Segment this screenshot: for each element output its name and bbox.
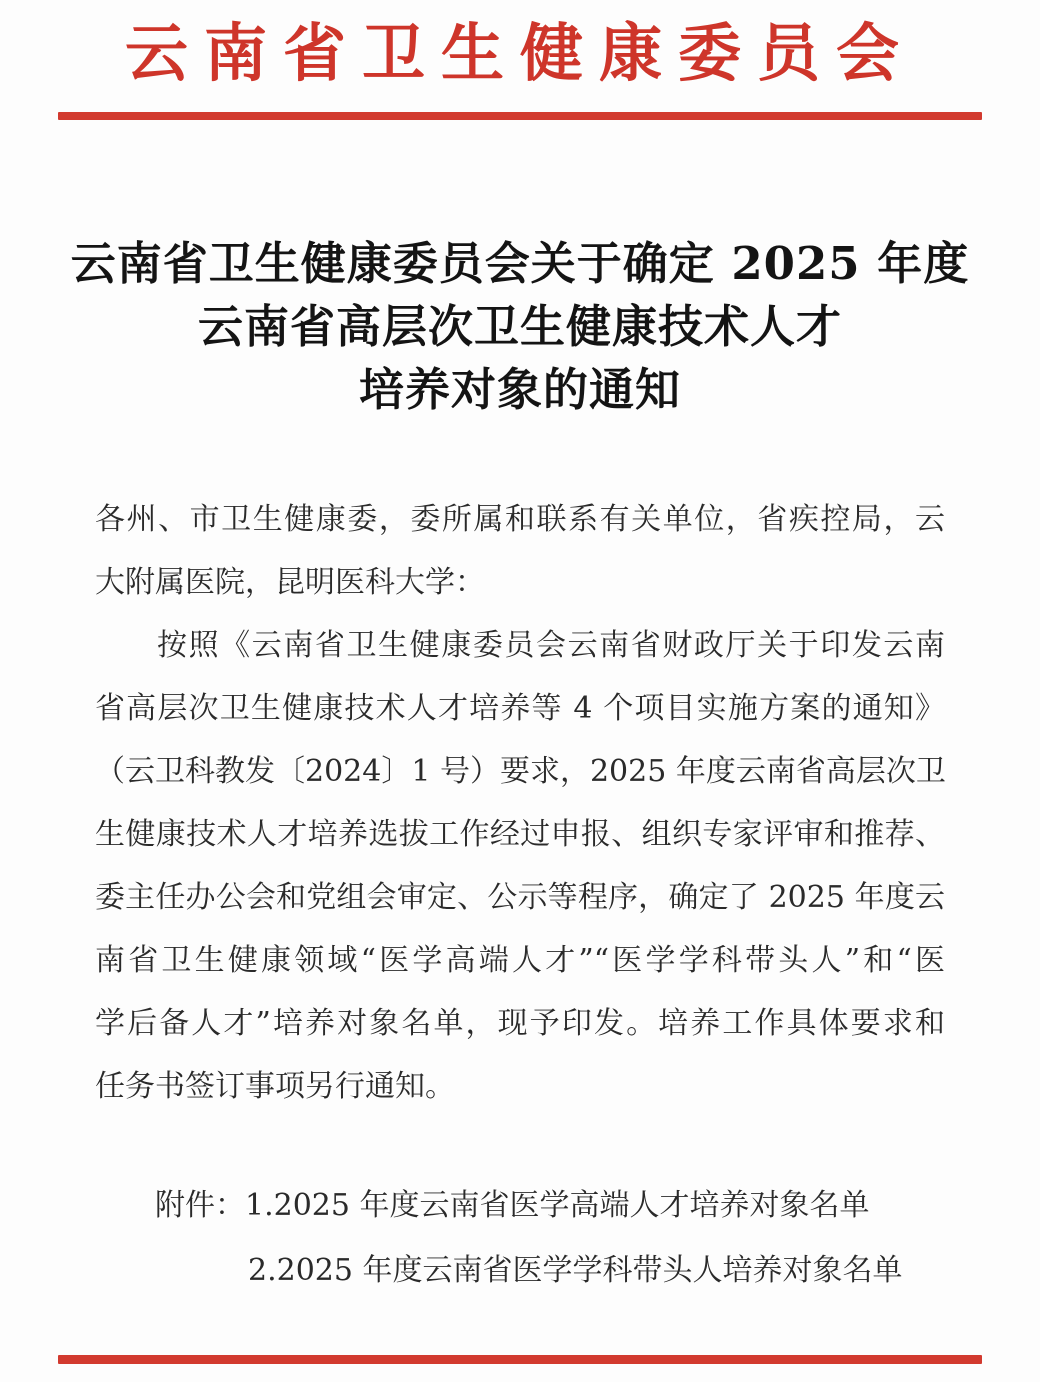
body-line: 生健康技术人才培养选拔工作经过申报、组织专家评审和推荐、	[95, 817, 945, 853]
document-title-line: 云南省高层次卫生健康技术人才	[197, 300, 842, 354]
attachment-item: 附件：1.2025 年度云南省医学高端人才培养对象名单	[155, 1188, 870, 1224]
document-title	[0, 232, 1040, 421]
body-line: 省高层次卫生健康技术人才培养等 4 个项目实施方案的通知》	[95, 691, 945, 727]
body-line: 任务书签订事项另行通知。	[95, 1069, 455, 1105]
letterhead-title: 云南省卫生健康委员会	[125, 16, 915, 90]
body-line: 南省卫生健康领域“医学高端人才”“医学学科带头人”和“医	[95, 943, 945, 979]
body-line: 按照《云南省卫生健康委员会云南省财政厅关于印发云南	[157, 628, 945, 664]
document-title-line: 培养对象的通知	[358, 363, 681, 417]
body-line: 委主任办公会和党组会审定、公示等程序，确定了 2025 年度云	[95, 880, 945, 916]
letterhead-rule	[58, 112, 982, 120]
body-line: 学后备人才”培养对象名单，现予印发。培养工作具体要求和	[95, 1006, 945, 1042]
body-line: 各州、市卫生健康委，委所属和联系有关单位，省疾控局，云	[95, 502, 945, 538]
attachment-list	[95, 1173, 945, 1303]
document-body	[95, 488, 945, 1118]
document-title-line: 云南省卫生健康委员会关于确定 2025 年度	[70, 237, 970, 291]
footer-rule	[58, 1355, 982, 1364]
body-line: 大附属医院，昆明医科大学：	[95, 565, 485, 601]
attachment-item: 2.2025 年度云南省医学学科带头人培养对象名单	[248, 1253, 903, 1289]
body-line: （云卫科教发〔2024〕1 号）要求，2025 年度云南省高层次卫	[95, 754, 946, 790]
